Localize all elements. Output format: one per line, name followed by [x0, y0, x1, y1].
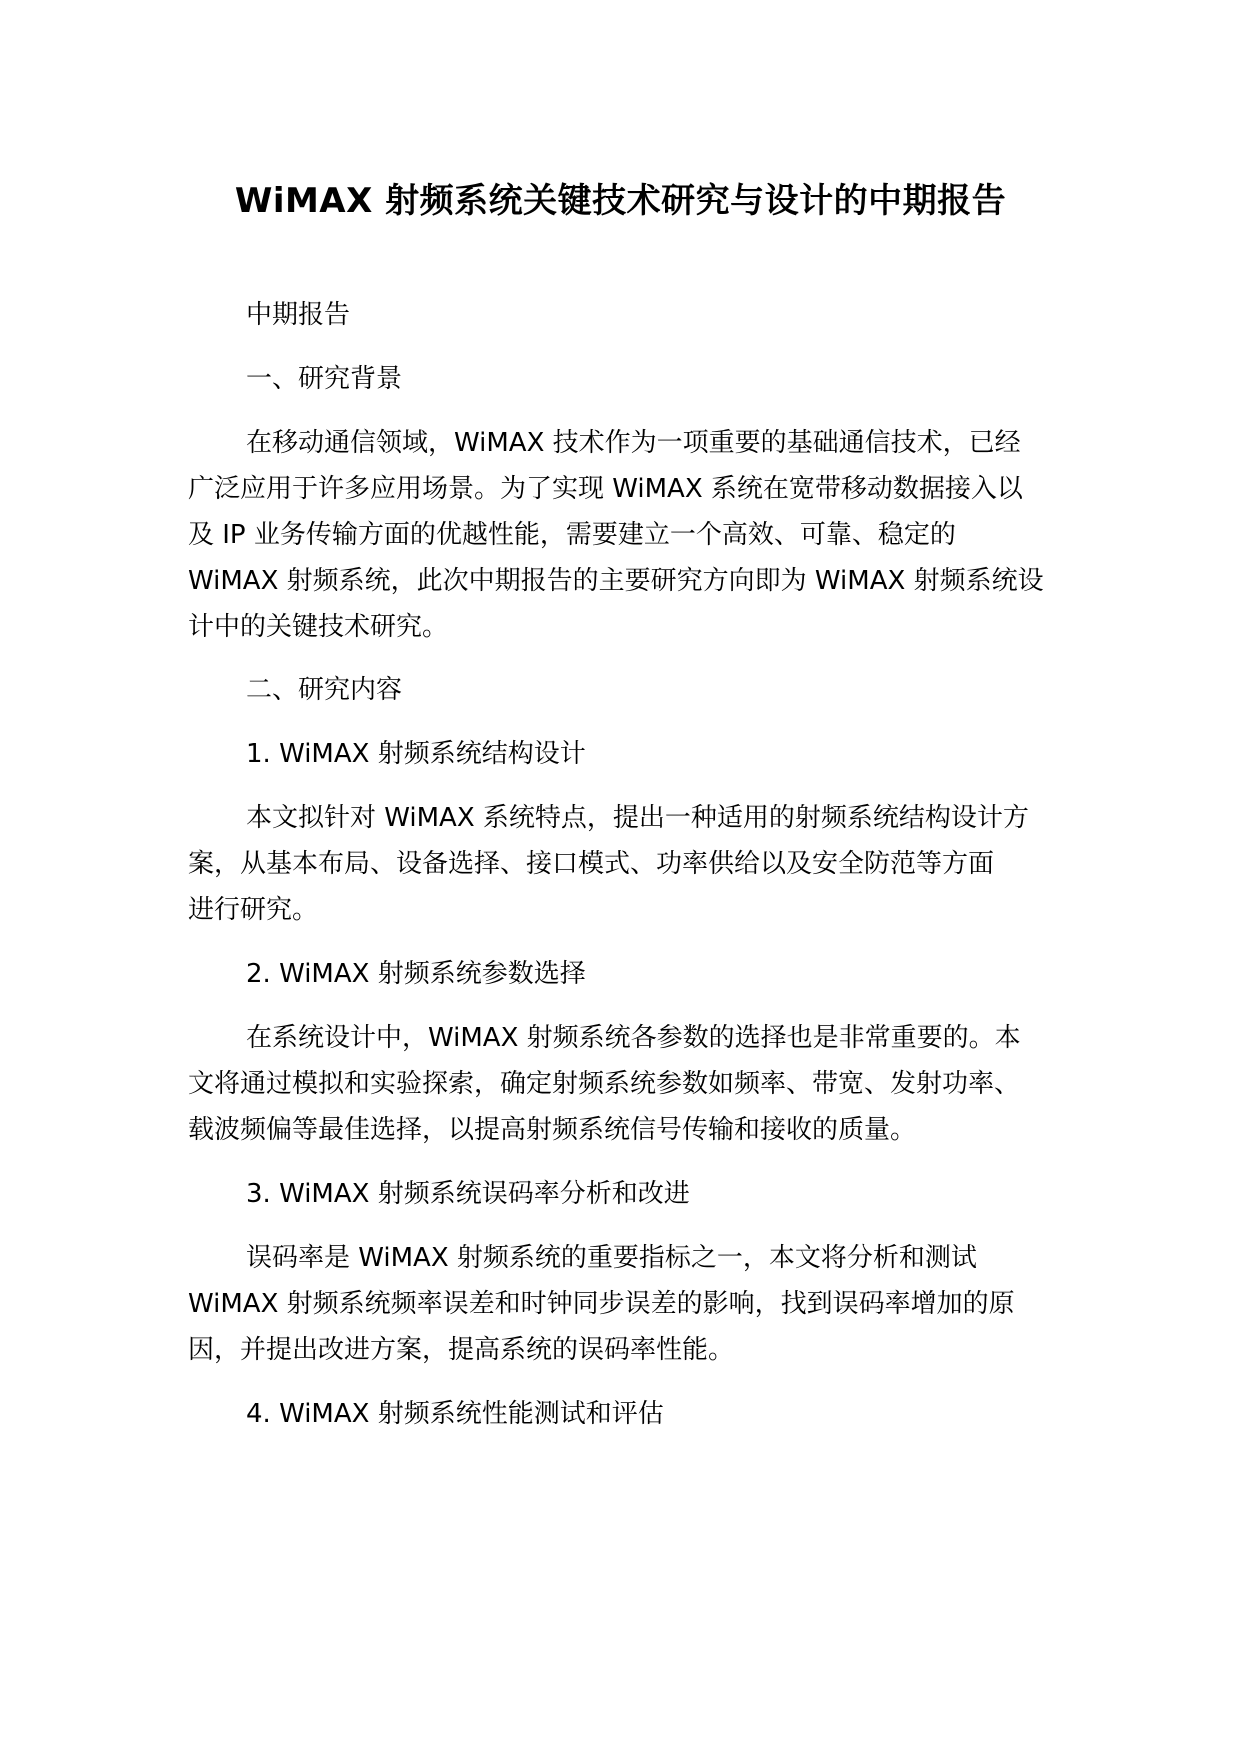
- paragraph-line: 进行研究。: [188, 895, 319, 925]
- paragraph-line: 在系统设计中，WiMAX 射频系统各参数的选择也是非常重要的。本: [246, 1023, 1021, 1053]
- paragraph-line: WiMAX 射频系统频率误差和时钟同步误差的影响，找到误码率增加的原: [188, 1289, 1015, 1319]
- document-title: WiMAX 射频系统关键技术研究与设计的中期报告: [234, 181, 1007, 221]
- subsection-heading-testing: 4. WiMAX 射频系统性能测试和评估: [246, 1399, 664, 1429]
- paragraph-line: 载波频偏等最佳选择，以提高射频系统信号传输和接收的质量。: [188, 1115, 917, 1145]
- paragraph-line: 广泛应用于许多应用场景。为了实现 WiMAX 系统在宽带移动数据接入以: [188, 474, 1023, 504]
- paragraph-line: 文将通过模拟和实验探索，确定射频系统参数如频率、带宽、发射功率、: [188, 1069, 1021, 1099]
- paragraph-line: 计中的关键技术研究。: [188, 612, 449, 642]
- paragraph-line: 案，从基本布局、设备选择、接口模式、功率供给以及安全防范等方面: [188, 849, 995, 879]
- background-paragraph: [188, 420, 1078, 650]
- subsection-heading-ber: 3. WiMAX 射频系统误码率分析和改进: [246, 1179, 690, 1209]
- subsection-heading-structure: 1. WiMAX 射频系统结构设计: [246, 739, 586, 769]
- report-label: 中期报告: [246, 300, 351, 330]
- paragraph-line: 误码率是 WiMAX 射频系统的重要指标之一，本文将分析和测试: [246, 1243, 977, 1273]
- paragraph-line: 及 IP 业务传输方面的优越性能，需要建立一个高效、可靠、稳定的: [188, 520, 956, 550]
- structure-paragraph: [188, 795, 1078, 933]
- section-heading-content: 二、研究内容: [246, 675, 403, 705]
- paragraph-line: WiMAX 射频系统，此次中期报告的主要研究方向即为 WiMAX 射频系统设: [188, 566, 1044, 596]
- paragraph-line: 在移动通信领域，WiMAX 技术作为一项重要的基础通信技术，已经: [246, 428, 1021, 458]
- parameters-paragraph: [188, 1015, 1078, 1153]
- subsection-heading-parameters: 2. WiMAX 射频系统参数选择: [246, 959, 586, 989]
- ber-paragraph: [188, 1235, 1078, 1373]
- section-heading-background: 一、研究背景: [246, 364, 403, 394]
- paragraph-line: 因，并提出改进方案，提高系统的误码率性能。: [188, 1335, 735, 1365]
- paragraph-line: 本文拟针对 WiMAX 系统特点，提出一种适用的射频系统结构设计方: [246, 803, 1029, 833]
